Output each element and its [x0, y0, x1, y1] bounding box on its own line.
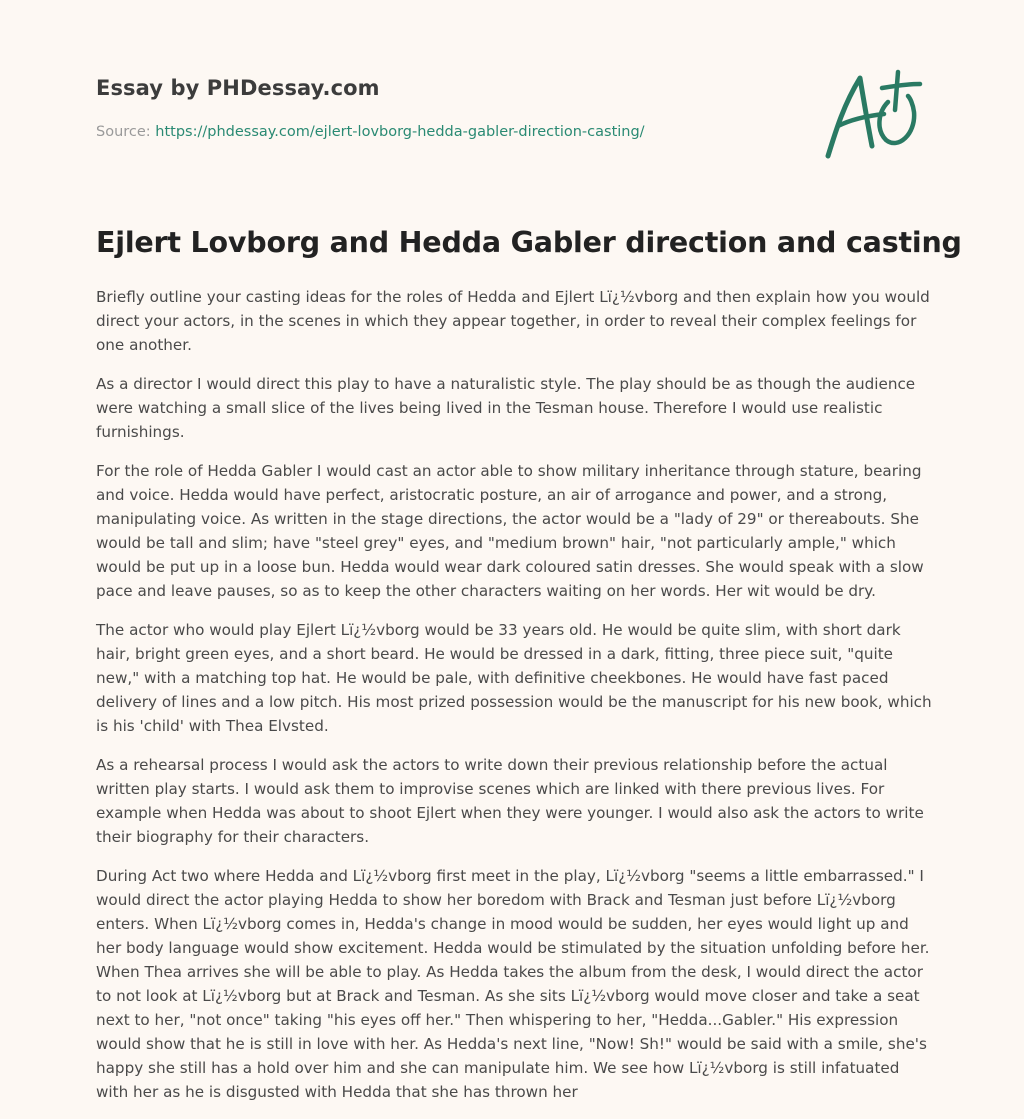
source-line [96, 124, 645, 140]
page-header [96, 0, 932, 200]
essay-paragraph: For the role of Hedda Gabler I would cast an actor able to show military inheritance through stature, bearing and voice. Hedda would have perfect, aristocratic posture, an air of arrogance and power, and a strong, manipulating voice. As written in the stage directions, the actor would be a "lady of 29" or thereabouts. She would be tall and slim; have "steel grey" eyes, and "medium brown" hair, "not particularly ample," which would be put up in a loose bun. Hedda would wear dark coloured satin dresses. She would speak with a slow pace and leave pauses, so as to keep the other characters waiting on her words. Her wit would be dry. [96, 462, 924, 600]
source-label: Source: [96, 124, 156, 140]
essay-paragraph: During Act two where Hedda and Lï¿½vborg first meet in the play, Lï¿½vborg "seems a little embarrassed." I would direct the actor playing Hedda to show her boredom with Brack and Tesman just before Lï¿½vborg enters. When Lï¿½vborg comes in, Hedda's change in mood would be sudden, her eyes would light up and her body language would show excitement. Hedda would be stimulated by the situation unfolding before her. When Thea arrives she will be able to play. As Hedda takes the album from the desk, I would direct the actor to not look at Lï¿½vborg but at Brack and Tesman. As she sits Lï¿½vborg would move closer and take a seat next to her, "not once" taking "his eyes off her." Then whispering to her, "Hedda...Gabler." His expression would show that he is still in love with her. As Hedda's next line, "Now! Sh!" would be said with a smile, she's happy she still has a hold over him and she can manipulate him. We see how Lï¿½vborg is still infatuated with her as he is disgusted with Hedda that she has thrown her [96, 867, 930, 1101]
essay-body [96, 285, 934, 1119]
essay-paragraph: As a rehearsal process I would ask the actors to write down their previous relationship before the actual written play starts. I would ask them to improvise scenes which are linked with there previous lives. For example when Hedda was about to shoot Ejlert when they were younger. I would also ask the actors to write their biography for their characters. [96, 756, 924, 846]
essay-paragraph: The actor who would play Ejlert Lï¿½vborg would be 33 years old. He would be quite slim, with short dark hair, bright green eyes, and a short beard. He would be dressed in a dark, fitting, three piece suit, "quite new," with a matching top hat. He would be pale, with definitive cheekbones. He would have fast paced delivery of lines and a low pitch. His most prized possession would be the manuscript for his new book, which is his 'child' with Thea Elvsted. [96, 621, 932, 735]
essay-paragraph: As a director I would direct this play to have a naturalistic style. The play should be as though the audience were watching a small slice of the lives being lived in the Tesman house. Therefore I would use realistic furnishings. [96, 375, 916, 441]
essay-title: Ejlert Lovborg and Hedda Gabler direction and casting [96, 226, 962, 259]
essay-page [96, 0, 962, 1101]
source-link[interactable]: https://phdessay.com/ejlert-lovborg-hedda-gabler-direction-casting/ [155, 124, 645, 140]
site-title: Essay by PHDessay.com [96, 76, 380, 100]
essay-paragraph: Briefly outline your casting ideas for the roles of Hedda and Ejlert Lï¿½vborg and then explain how you would direct your actors, in the scenes in which they appear together, in order to reveal their complex feelings for one another. [96, 288, 930, 354]
a-plus-grade-logo-icon [822, 68, 926, 164]
